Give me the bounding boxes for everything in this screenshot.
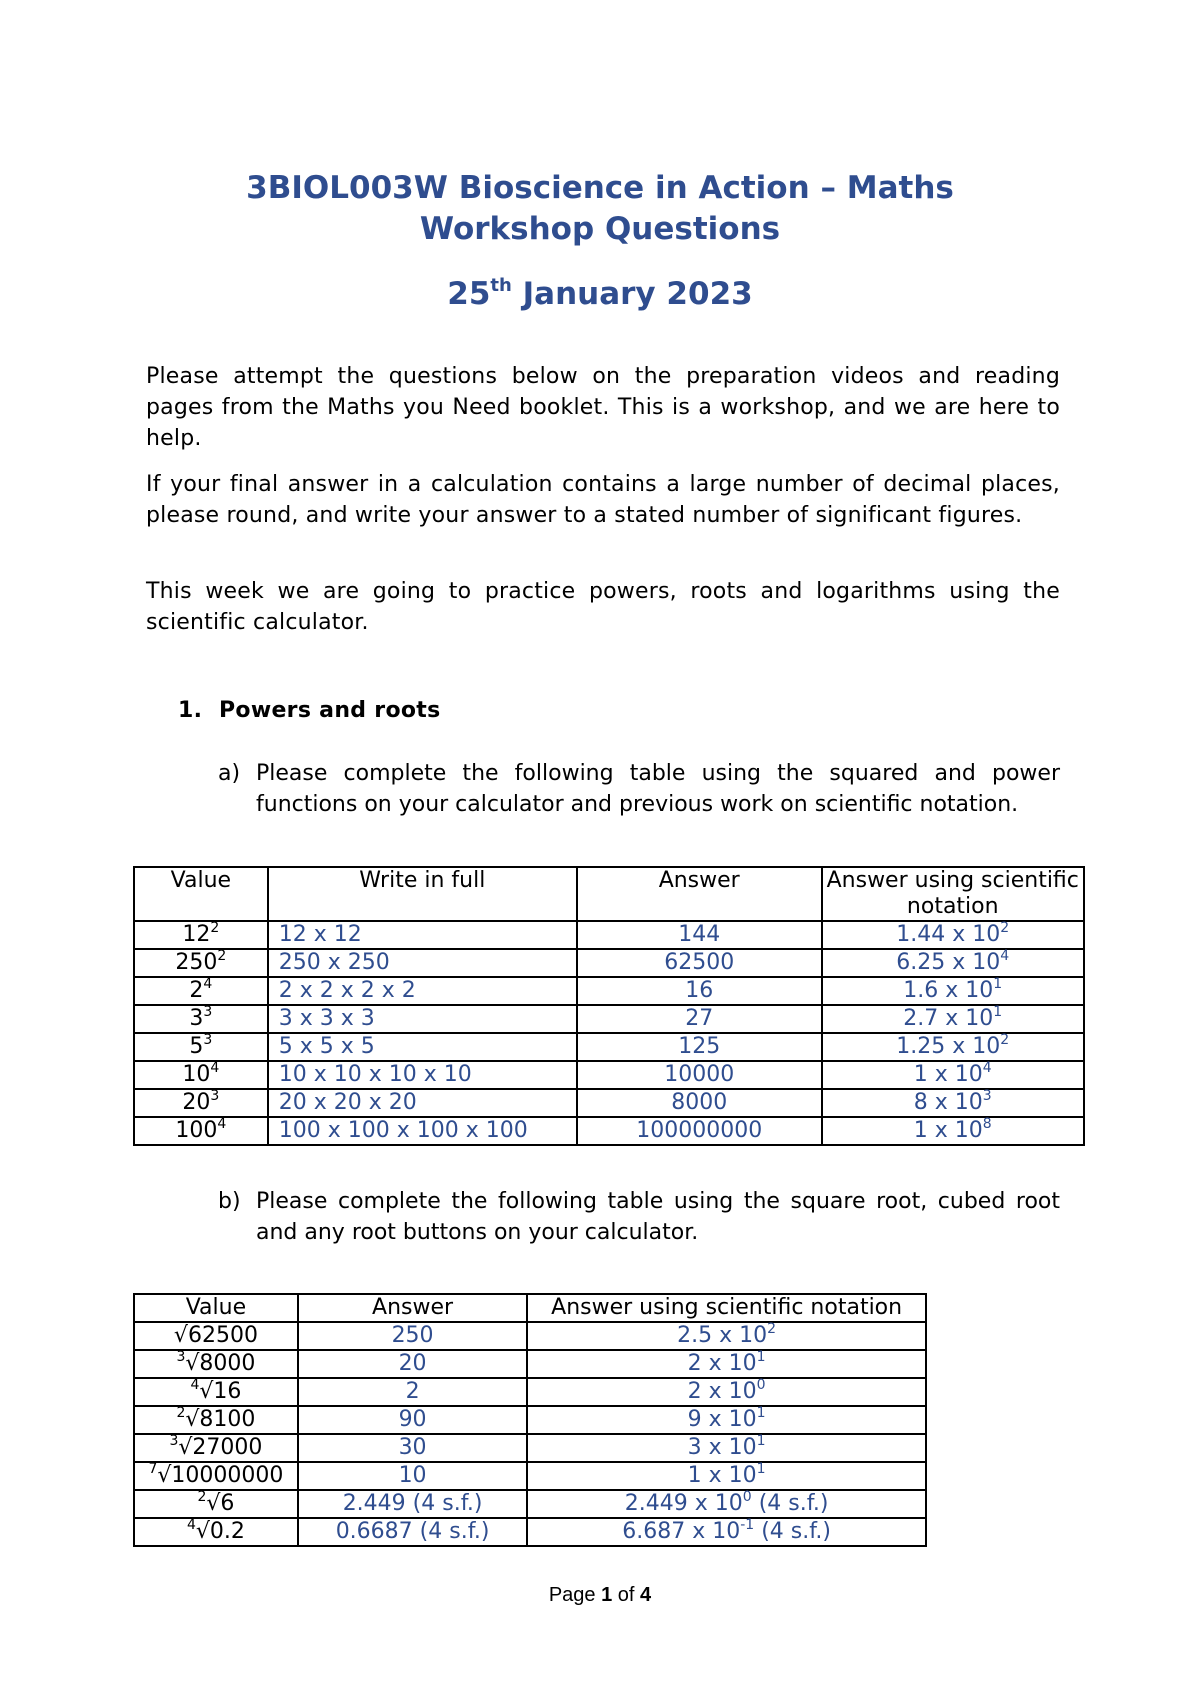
page-footer xyxy=(0,1584,1200,1607)
table-row xyxy=(134,1378,926,1406)
scientific-exponent: 2 xyxy=(1000,1032,1010,1048)
root-symbol-icon: √ xyxy=(206,1491,221,1516)
root-index: 2 xyxy=(176,1405,186,1421)
table-row xyxy=(134,1033,1084,1061)
scientific-exponent: 1 xyxy=(756,1461,766,1477)
scientific-base: 2.449 x 10 xyxy=(624,1491,743,1516)
date-day: 25 xyxy=(447,276,491,312)
root-value-cell xyxy=(134,1462,298,1490)
root-index: 3 xyxy=(176,1349,186,1365)
value-cell xyxy=(134,1005,268,1033)
question-a-text: Please complete the following table using the squared and power functions on your calculator and previous work on scientific notation. xyxy=(256,761,1060,817)
scientific-cell xyxy=(527,1378,926,1406)
scientific-exponent: 2 xyxy=(1000,920,1010,936)
scientific-cell xyxy=(822,977,1084,1005)
value-base: 250 xyxy=(175,950,218,975)
sig-fig-note: (4 s.f.) xyxy=(751,1491,829,1516)
answer-cell: 30 xyxy=(298,1434,527,1462)
scientific-exponent: 4 xyxy=(1000,948,1010,964)
scientific-exponent: 2 xyxy=(767,1321,777,1337)
intro-paragraph-2: If your final answer in a calculation contains a large number of decimal places, please round, and write your answer to a stated number of significant figures. xyxy=(146,472,1060,528)
scientific-cell xyxy=(527,1490,926,1518)
scientific-base: 2 x 10 xyxy=(687,1351,757,1376)
table-row xyxy=(134,977,1084,1005)
table-row xyxy=(134,1434,926,1462)
value-exponent: 3 xyxy=(203,1004,213,1020)
footer-page-word: Page xyxy=(548,1584,602,1606)
value-base: 10 xyxy=(182,1062,211,1087)
scientific-base: 2 x 10 xyxy=(687,1379,757,1404)
value-cell xyxy=(134,921,268,949)
write-in-full-cell: 5 x 5 x 5 xyxy=(268,1033,577,1061)
root-symbol-icon: √ xyxy=(195,1519,210,1544)
powers-table-header xyxy=(134,867,1084,921)
value-cell xyxy=(134,1089,268,1117)
section-title: Powers and roots xyxy=(219,698,441,723)
table-row xyxy=(134,1322,926,1350)
scientific-exponent: 1 xyxy=(756,1349,766,1365)
answer-cell: 8000 xyxy=(577,1089,822,1117)
scientific-base: 1 x 10 xyxy=(913,1062,983,1087)
intro-paragraph-1: Please attempt the questions below on the preparation videos and reading pages from the Maths you Need booklet. This is a workshop, and we are here to help. xyxy=(146,364,1060,451)
root-symbol-icon: √ xyxy=(173,1323,188,1348)
scientific-base: 2.5 x 10 xyxy=(677,1323,768,1348)
scientific-cell xyxy=(822,1117,1084,1145)
section-heading xyxy=(178,698,441,723)
write-in-full-cell: 250 x 250 xyxy=(268,949,577,977)
column-header: Value xyxy=(134,1294,298,1322)
table-row xyxy=(134,1350,926,1378)
scientific-cell xyxy=(527,1406,926,1434)
scientific-cell xyxy=(822,1005,1084,1033)
question-a-label: a) xyxy=(218,761,241,786)
scientific-cell xyxy=(527,1462,926,1490)
answer-cell: 20 xyxy=(298,1350,527,1378)
scientific-exponent: 4 xyxy=(982,1060,992,1076)
radicand: 6 xyxy=(220,1491,235,1516)
table-row xyxy=(134,1406,926,1434)
table-row xyxy=(134,949,1084,977)
scientific-exponent: 8 xyxy=(982,1116,992,1132)
scientific-exponent: 1 xyxy=(756,1405,766,1421)
table-row xyxy=(134,921,1084,949)
scientific-cell xyxy=(527,1434,926,1462)
root-index: 4 xyxy=(186,1517,196,1533)
table-row xyxy=(134,1061,1084,1089)
question-b xyxy=(218,1186,1060,1248)
value-base: 2 xyxy=(189,978,204,1003)
scientific-exponent: 1 xyxy=(993,976,1003,992)
footer-page-number: 1 xyxy=(601,1584,613,1606)
value-cell xyxy=(134,1117,268,1145)
radicand: 10000000 xyxy=(171,1463,284,1488)
write-in-full-cell: 100 x 100 x 100 x 100 xyxy=(268,1117,577,1145)
date-rest: January 2023 xyxy=(511,276,753,312)
date-suffix: th xyxy=(490,275,512,296)
scientific-base: 1 x 10 xyxy=(913,1118,983,1143)
root-index: 7 xyxy=(148,1461,158,1477)
answer-cell: 100000000 xyxy=(577,1117,822,1145)
value-base: 100 xyxy=(175,1118,218,1143)
table-row xyxy=(134,1089,1084,1117)
value-base: 3 xyxy=(189,1006,204,1031)
answer-cell: 27 xyxy=(577,1005,822,1033)
answer-cell: 125 xyxy=(577,1033,822,1061)
intro-paragraph-3: This week we are going to practice powers, roots and logarithms using the scientific calculator. xyxy=(146,579,1060,635)
radicand: 62500 xyxy=(187,1323,258,1348)
root-value-cell xyxy=(134,1490,298,1518)
question-b-label: b) xyxy=(218,1189,241,1214)
radicand: 0.2 xyxy=(209,1519,245,1544)
answer-cell: 10000 xyxy=(577,1061,822,1089)
value-exponent: 2 xyxy=(217,948,227,964)
section-number: 1. xyxy=(178,698,203,723)
table-row xyxy=(134,1117,1084,1145)
value-exponent: 4 xyxy=(217,1116,227,1132)
value-base: 12 xyxy=(182,922,211,947)
write-in-full-cell: 2 x 2 x 2 x 2 xyxy=(268,977,577,1005)
scientific-cell xyxy=(822,949,1084,977)
value-exponent: 4 xyxy=(203,976,213,992)
write-in-full-cell: 20 x 20 x 20 xyxy=(268,1089,577,1117)
value-cell xyxy=(134,949,268,977)
column-header: Answer xyxy=(577,867,822,921)
scientific-base: 8 x 10 xyxy=(913,1090,983,1115)
scientific-base: 1.25 x 10 xyxy=(896,1034,1001,1059)
scientific-base: 3 x 10 xyxy=(687,1435,757,1460)
answer-cell: 2.449 (4 s.f.) xyxy=(298,1490,527,1518)
root-index: 2 xyxy=(197,1489,207,1505)
answer-cell: 2 xyxy=(298,1378,527,1406)
scientific-base: 1 x 10 xyxy=(687,1463,757,1488)
title-line-2: Workshop Questions xyxy=(419,211,781,247)
answer-cell: 16 xyxy=(577,977,822,1005)
value-exponent: 3 xyxy=(203,1032,213,1048)
write-in-full-cell: 10 x 10 x 10 x 10 xyxy=(268,1061,577,1089)
scientific-base: 1.6 x 10 xyxy=(903,978,994,1003)
scientific-cell xyxy=(822,1089,1084,1117)
root-value-cell xyxy=(134,1434,298,1462)
radicand: 27000 xyxy=(192,1435,263,1460)
value-exponent: 2 xyxy=(210,920,220,936)
question-a xyxy=(218,758,1060,820)
scientific-cell xyxy=(822,921,1084,949)
value-base: 5 xyxy=(189,1034,204,1059)
scientific-exponent: 3 xyxy=(982,1088,992,1104)
value-cell xyxy=(134,977,268,1005)
scientific-exponent: 1 xyxy=(993,1004,1003,1020)
scientific-exponent: 0 xyxy=(756,1377,766,1393)
sig-fig-note: (4 s.f.) xyxy=(754,1519,831,1544)
scientific-cell xyxy=(527,1350,926,1378)
column-header: Value xyxy=(134,867,268,921)
scientific-cell xyxy=(822,1061,1084,1089)
answer-cell: 10 xyxy=(298,1462,527,1490)
root-value-cell xyxy=(134,1350,298,1378)
scientific-exponent: 1 xyxy=(756,1433,766,1449)
answer-cell: 144 xyxy=(577,921,822,949)
table-row xyxy=(134,1462,926,1490)
value-exponent: 4 xyxy=(210,1060,220,1076)
scientific-exponent: -1 xyxy=(740,1517,755,1533)
radicand: 8100 xyxy=(199,1407,256,1432)
root-value-cell xyxy=(134,1322,298,1350)
scientific-base: 1.44 x 10 xyxy=(896,922,1001,947)
value-base: 20 xyxy=(182,1090,211,1115)
scientific-exponent: 0 xyxy=(742,1489,752,1505)
footer-of-word: of xyxy=(612,1584,641,1606)
question-b-text: Please complete the following table using the square root, cubed root and any root buttons on your calculator. xyxy=(256,1189,1060,1245)
scientific-cell xyxy=(527,1322,926,1350)
scientific-base: 2.7 x 10 xyxy=(903,1006,994,1031)
answer-cell: 250 xyxy=(298,1322,527,1350)
footer-page-total: 4 xyxy=(640,1584,652,1606)
roots-table-header xyxy=(134,1294,926,1322)
date-heading xyxy=(0,274,1200,315)
radicand: 8000 xyxy=(199,1351,256,1376)
column-header: Answer xyxy=(298,1294,527,1322)
value-cell xyxy=(134,1061,268,1089)
column-header: Answer using scientific notation xyxy=(822,867,1084,921)
write-in-full-cell: 12 x 12 xyxy=(268,921,577,949)
title-line-1: 3BIOL003W Bioscience in Action – Maths xyxy=(246,170,954,206)
table-row xyxy=(134,1518,926,1546)
write-in-full-cell: 3 x 3 x 3 xyxy=(268,1005,577,1033)
scientific-cell xyxy=(527,1518,926,1546)
root-symbol-icon: √ xyxy=(178,1435,193,1460)
root-symbol-icon: √ xyxy=(157,1463,172,1488)
root-index: 3 xyxy=(169,1433,179,1449)
powers-table xyxy=(133,866,1085,1146)
value-exponent: 3 xyxy=(210,1088,220,1104)
scientific-base: 6.25 x 10 xyxy=(896,950,1001,975)
value-cell xyxy=(134,1033,268,1061)
root-value-cell xyxy=(134,1518,298,1546)
scientific-base: 9 x 10 xyxy=(687,1407,757,1432)
root-symbol-icon: √ xyxy=(185,1407,200,1432)
answer-cell: 62500 xyxy=(577,949,822,977)
table-row xyxy=(134,1490,926,1518)
answer-cell: 0.6687 (4 s.f.) xyxy=(298,1518,527,1546)
root-value-cell xyxy=(134,1378,298,1406)
scientific-base: 6.687 x 10 xyxy=(622,1519,741,1544)
answer-cell: 90 xyxy=(298,1406,527,1434)
root-value-cell xyxy=(134,1406,298,1434)
root-symbol-icon: √ xyxy=(199,1379,214,1404)
column-header: Answer using scientific notation xyxy=(527,1294,926,1322)
scientific-cell xyxy=(822,1033,1084,1061)
column-header: Write in full xyxy=(268,867,577,921)
roots-table xyxy=(133,1293,927,1547)
radicand: 16 xyxy=(213,1379,242,1404)
root-symbol-icon: √ xyxy=(185,1351,200,1376)
root-index: 4 xyxy=(190,1377,200,1393)
table-row xyxy=(134,1005,1084,1033)
